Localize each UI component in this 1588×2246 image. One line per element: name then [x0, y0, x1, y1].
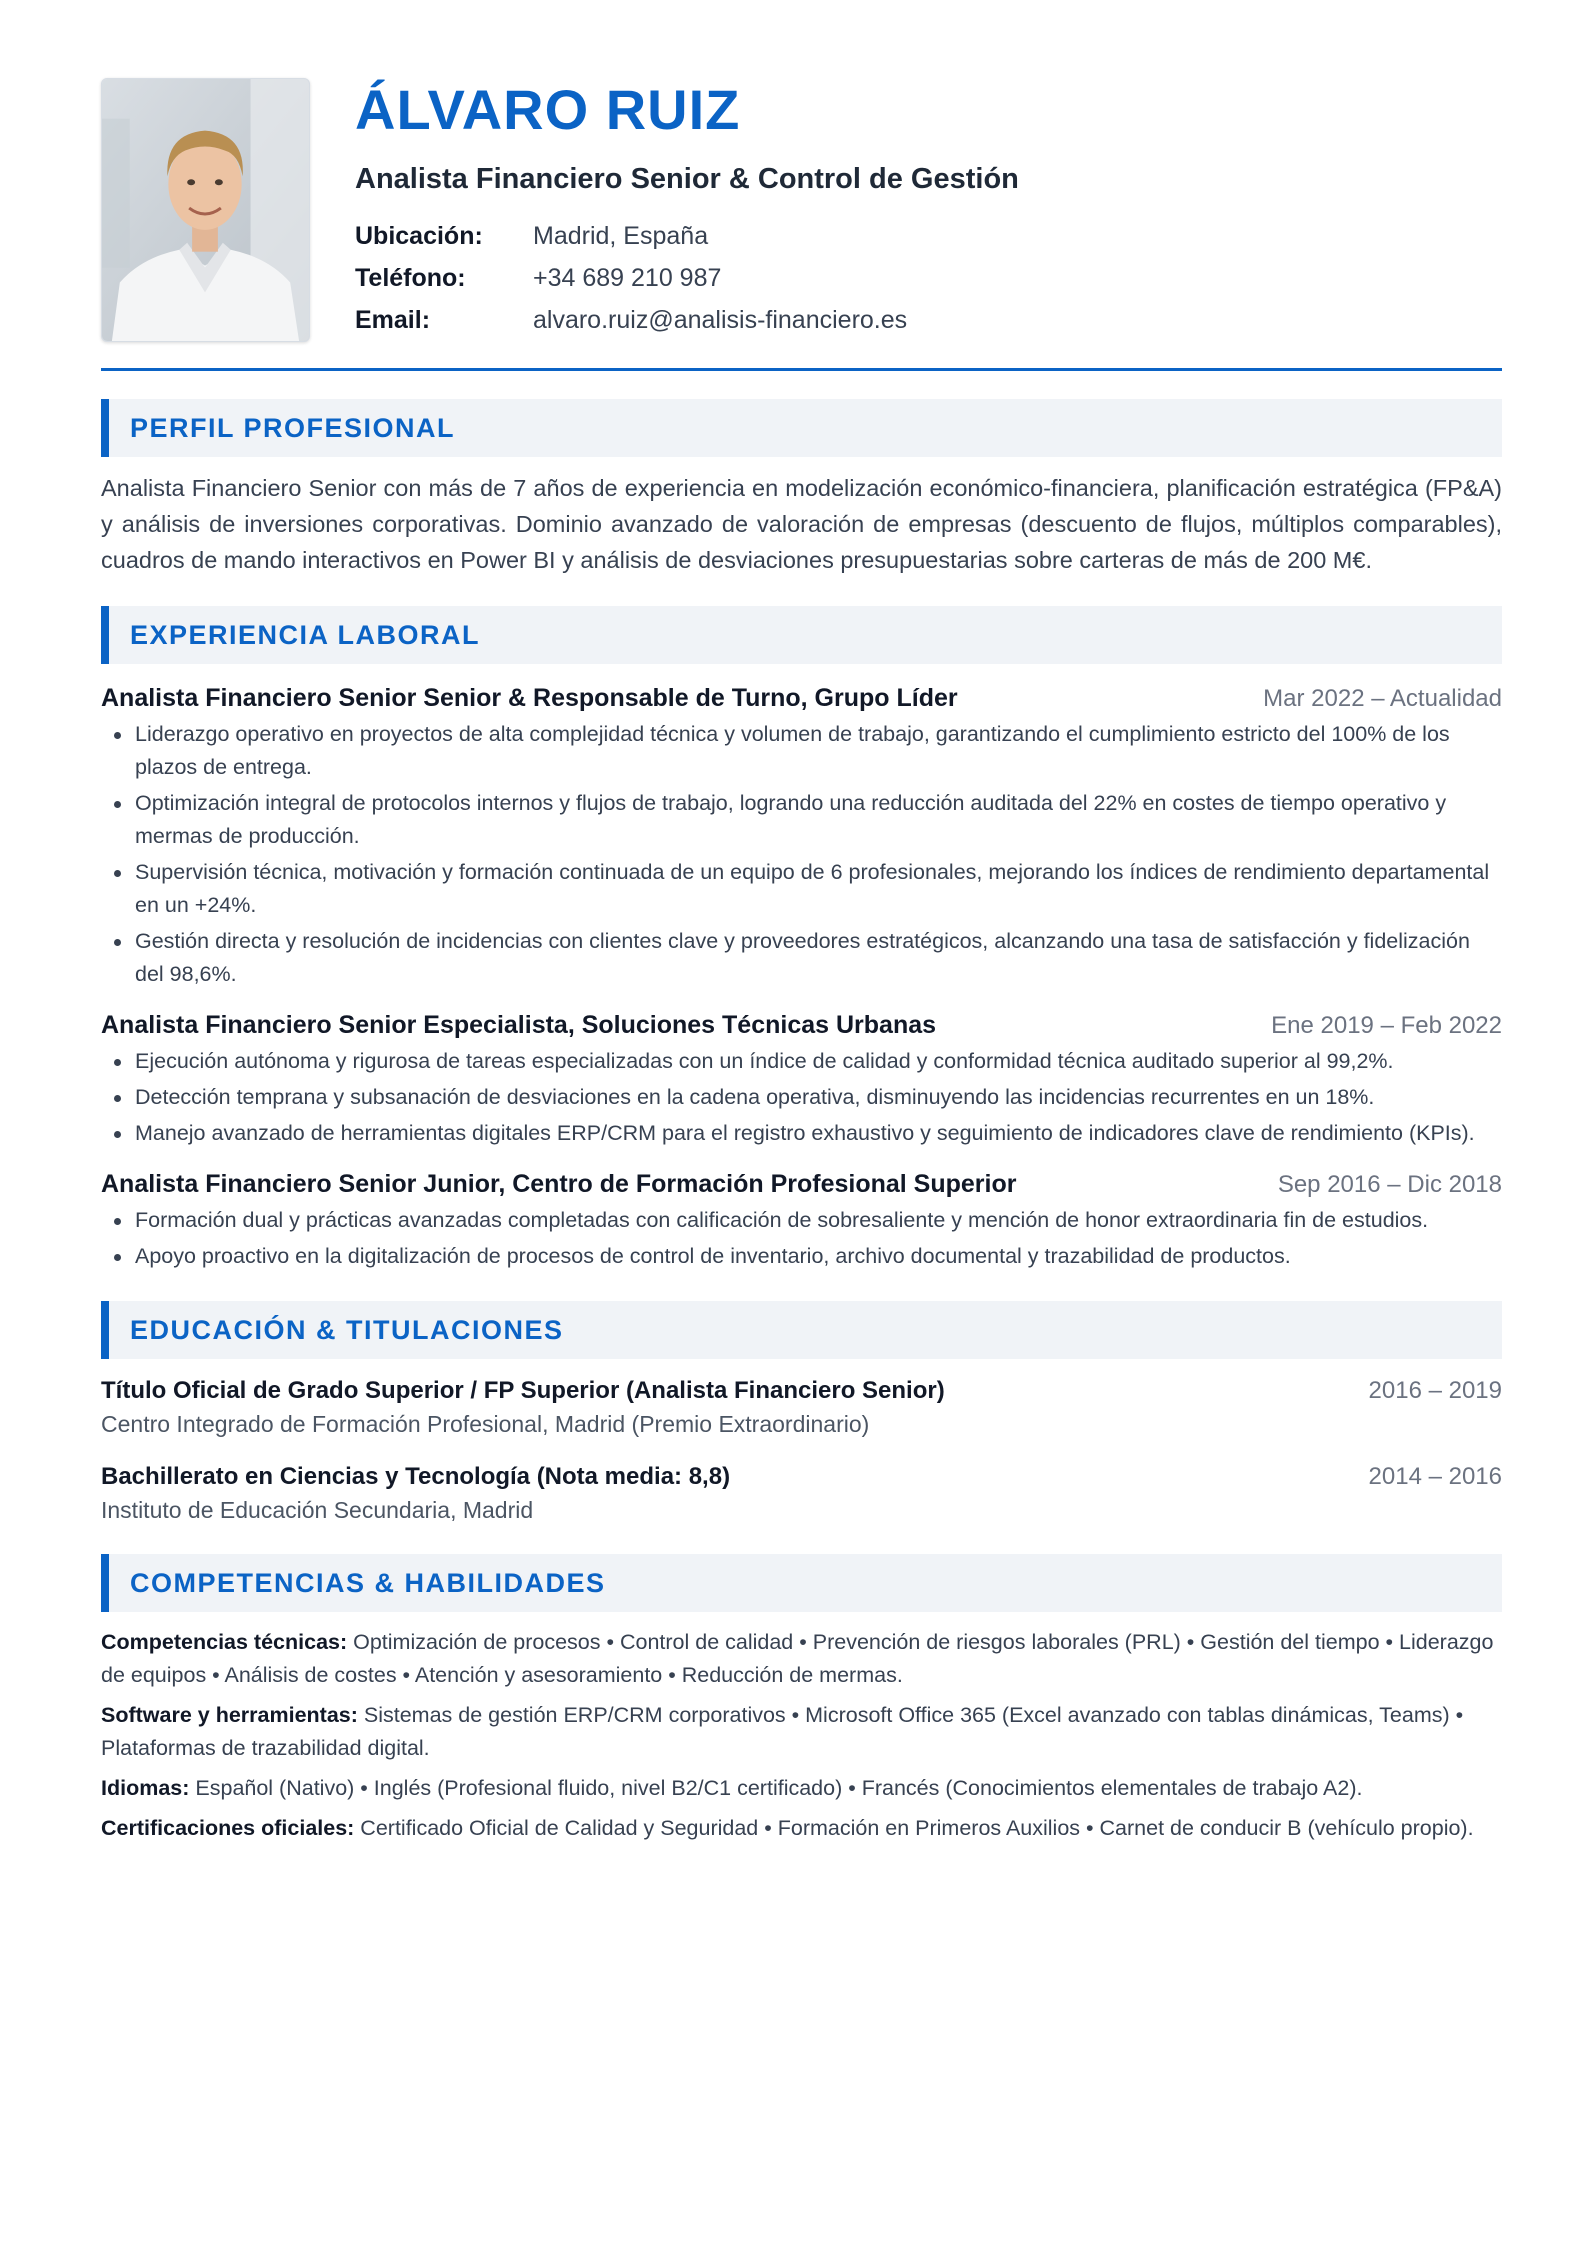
job-role: Analista Financiero Senior Senior & Responsable de Turno, Grupo Líder: [101, 684, 958, 712]
candidate-title: Analista Financiero Senior & Control de Gestión: [355, 163, 1019, 195]
job-achievements: [101, 1204, 1502, 1273]
job-entry: [101, 1008, 1502, 1150]
list-item: Liderazgo operativo en proyectos de alta complejidad técnica y volumen de trabajo, garantizando el cumplimiento estricto del 100% de los plazos de entrega.: [101, 718, 1502, 784]
list-item: Ejecución autónoma y rigurosa de tareas especializadas con un índice de calidad y conformidad técnica auditado superior al 99,2%.: [101, 1045, 1502, 1078]
profile-summary: Analista Financiero Senior con más de 7 años de experiencia en modelización económico-financiera, planificación estratégica (FP&A) y análisis de inversiones corporativas. Dominio avanzado de valoración de empresas (descuento de flujos, múltiplos comparables), cuadros de mando interactivos en Power BI y análisis de desviaciones presupuestarias sobre carteras de más de 200 M€.: [101, 475, 1502, 573]
job-role: Analista Financiero Senior Especialista, Soluciones Técnicas Urbanas: [101, 1011, 937, 1039]
skill-label: Competencias técnicas:: [101, 1630, 354, 1654]
list-item: Apoyo proactivo en la digitalización de procesos de control de inventario, archivo documental y trazabilidad de productos.: [101, 1240, 1502, 1273]
list-item: Detección temprana y subsanación de desviaciones en la cadena operativa, disminuyendo las incidencias recurrentes en un 18%.: [101, 1081, 1502, 1114]
list-item: Gestión directa y resolución de incidencias con clientes clave y proveedores estratégicos, alcanzando una tasa de satisfacción y fidelización del 98,6%.: [101, 925, 1502, 991]
job-header: [101, 1008, 1502, 1043]
education-dates: 2016 – 2019: [1368, 1377, 1502, 1404]
list-item: Formación dual y prácticas avanzadas completadas con calificación de sobresaliente y mención de honor extraordinaria fin de estudios.: [101, 1204, 1502, 1237]
section-title: EXPERIENCIA LABORAL: [130, 619, 481, 650]
job-entry: [101, 1167, 1502, 1273]
contact-row-phone: [355, 257, 1019, 299]
section-title: COMPETENCIAS & HABILIDADES: [130, 1567, 606, 1598]
resume-header: [101, 78, 1502, 342]
education-degree: Título Oficial de Grado Superior / FP Superior (Analista Financiero Senior): [101, 1377, 945, 1404]
job-achievements: [101, 1045, 1502, 1150]
contact-details: [355, 215, 1019, 341]
list-item: Optimización integral de protocolos internos y flujos de trabajo, logrando una reducción auditada del 22% en costes de tiempo operativo y mermas de producción.: [101, 787, 1502, 853]
skills-list: [101, 1626, 1502, 1845]
education-header: [101, 1460, 1502, 1494]
list-item: Manejo avanzado de herramientas digitales ERP/CRM para el registro exhaustivo y seguimiento de indicadores clave de rendimiento (KPIs).: [101, 1117, 1502, 1150]
education-degree: Bachillerato en Ciencias y Tecnología (Nota media: 8,8): [101, 1463, 731, 1490]
education-entry: [101, 1374, 1502, 1440]
contact-row-email: [355, 299, 1019, 341]
skill-languages: [101, 1772, 1502, 1805]
contact-phone: +34 689 210 987: [533, 263, 722, 292]
job-role: Analista Financiero Senior Junior, Centro de Formación Profesional Superior: [101, 1170, 1017, 1198]
contact-label: Email:: [355, 305, 431, 334]
education-dates: 2014 – 2016: [1368, 1463, 1502, 1490]
skill-label: Software y herramientas:: [101, 1703, 364, 1727]
section-title: PERFIL PROFESIONAL: [130, 412, 456, 443]
job-dates: Ene 2019 – Feb 2022: [1271, 1012, 1502, 1039]
education-entry: [101, 1460, 1502, 1526]
skill-text: Español (Nativo) • Inglés (Profesional fluido, nivel B2/C1 certificado) • Francés (Conocimientos elementales de trabajo A2).: [195, 1776, 1363, 1800]
profile-photo: [101, 78, 310, 342]
profile-photo-illustration: [102, 79, 309, 341]
contact-label: Teléfono:: [355, 263, 466, 292]
section-header-education: [101, 1301, 1502, 1359]
section-header-experience: [101, 606, 1502, 664]
section-title: EDUCACIÓN & TITULACIONES: [130, 1314, 564, 1345]
contact-label: Ubicación:: [355, 221, 483, 250]
skill-text: Optimización de procesos • Control de calidad • Prevención de riesgos laborales (PRL) • Gestión del tiempo • Liderazgo de equipos • Análisis de costes • Atención y asesoramiento • Reducción de mermas.: [101, 1630, 1494, 1687]
skill-label: Idiomas:: [101, 1776, 196, 1800]
section-header-profile: [101, 399, 1502, 457]
job-header: [101, 681, 1502, 716]
contact-email[interactable]: alvaro.ruiz@analisis-financiero.es: [533, 305, 908, 334]
skill-label: Certificaciones oficiales:: [101, 1816, 361, 1840]
header-info: [355, 78, 1019, 341]
skill-text: Sistemas de gestión ERP/CRM corporativos • Microsoft Office 365 (Excel avanzado con tablas dinámicas, Teams) • Plataformas de trazabilidad digital.: [101, 1703, 1464, 1760]
list-item: Supervisión técnica, motivación y formación continuada de un equipo de 6 profesionales, mejorando los índices de rendimiento departamental en un +24%.: [101, 856, 1502, 922]
skill-text: Certificado Oficial de Calidad y Seguridad • Formación en Primeros Auxilios • Carnet de conducir B (vehículo propio).: [360, 1816, 1474, 1840]
job-entry: [101, 681, 1502, 991]
education-header: [101, 1374, 1502, 1408]
job-dates: Mar 2022 – Actualidad: [1263, 685, 1502, 712]
candidate-name: ÁLVARO RUIZ: [355, 78, 741, 141]
contact-location: Madrid, España: [533, 221, 709, 250]
header-divider: [101, 368, 1502, 371]
skill-software: [101, 1699, 1502, 1765]
skill-certifications: [101, 1812, 1502, 1845]
job-dates: Sep 2016 – Dic 2018: [1277, 1171, 1502, 1198]
section-header-skills: [101, 1554, 1502, 1612]
contact-row-location: [355, 215, 1019, 257]
skill-technical: [101, 1626, 1502, 1692]
job-achievements: [101, 718, 1502, 991]
education-school: Instituto de Educación Secundaria, Madrid: [101, 1497, 534, 1523]
education-school: Centro Integrado de Formación Profesional, Madrid (Premio Extraordinario): [101, 1411, 870, 1437]
job-header: [101, 1167, 1502, 1202]
